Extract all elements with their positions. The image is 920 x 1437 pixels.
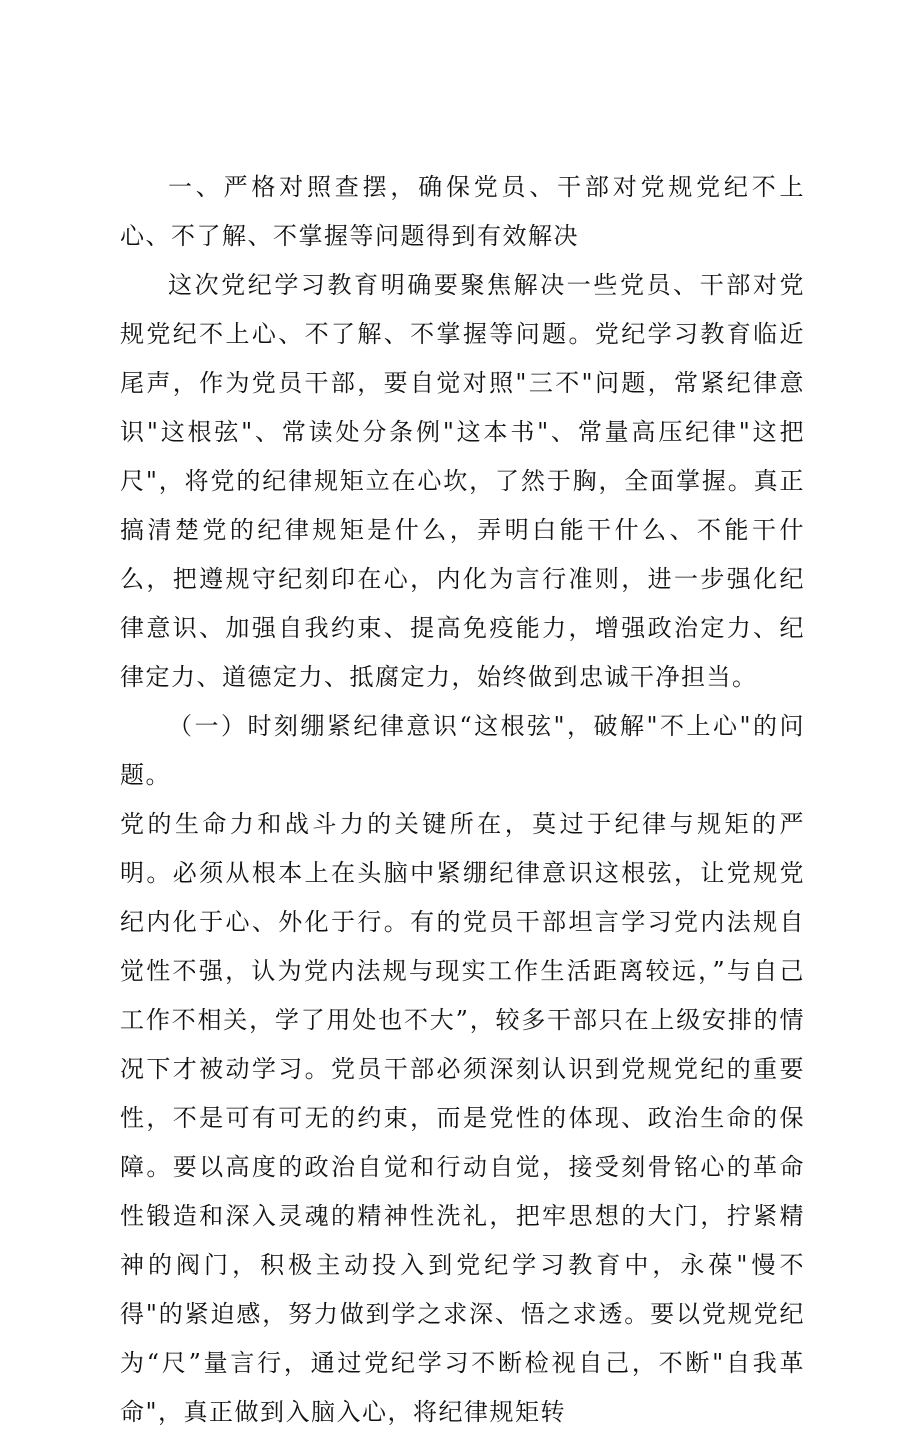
document-body [120, 163, 805, 1437]
paragraph-intro: 这次党纪学习教育明确要聚焦解决一些党员、干部对党规党纪不上心、不了解、不掌握等问题。党纪学习教育临近尾声，作为党员干部，要自觉对照"三不"问题，常紧纪律意识"这根弦"、常读处分条例"这本书"、常量高压纪律"这把尺"，将党的纪律规矩立在心坎，了然于胸，全面掌握。真正搞清楚党的纪律规矩是什么，弄明白能干什么、不能干什么，把遵规守纪刻印在心，内化为言行准则，进一步强化纪律意识、加强自我约束、提高免疫能力，增强政治定力、纪律定力、道德定力、抵腐定力，始终做到忠诚干净担当。 [120, 271, 805, 691]
section-heading: 一、严格对照查摆，确保党员、干部对党规党纪不上心、不了解、不掌握等问题得到有效解决 [120, 173, 805, 250]
subsection-heading: （一）时刻绷紧纪律意识“这根弦"，破解"不上心"的问题。 [120, 712, 805, 789]
paragraph-body: 党的生命力和战斗力的关键所在，莫过于纪律与规矩的严明。必须从根本上在头脑中紧绷纪律意识这根弦，让党规党纪内化于心、外化于行。有的党员干部坦言学习党内法规自觉性不强，认为党内法规与现实工作生活距离较远，”与自己工作不相关，学了用处也不大”，较多干部只在上级安排的情况下才被动学习。党员干部必须深刻认识到党规党纪的重要性，不是可有可无的约束，而是党性的体现、政治生命的保障。要以高度的政治自觉和行动自觉，接受刻骨铭心的革命性锻造和深入灵魂的精神性洗礼，把牢思想的大门，拧紧精神的阀门，积极主动投入到党纪学习教育中，永葆"慢不得"的紧迫感，努力做到学之求深、悟之求透。要以党规党纪为“尺”量言行，通过党纪学习不断检视自己，不断"自我革命"，真正做到入脑入心，将纪律规矩转 [120, 810, 805, 1426]
